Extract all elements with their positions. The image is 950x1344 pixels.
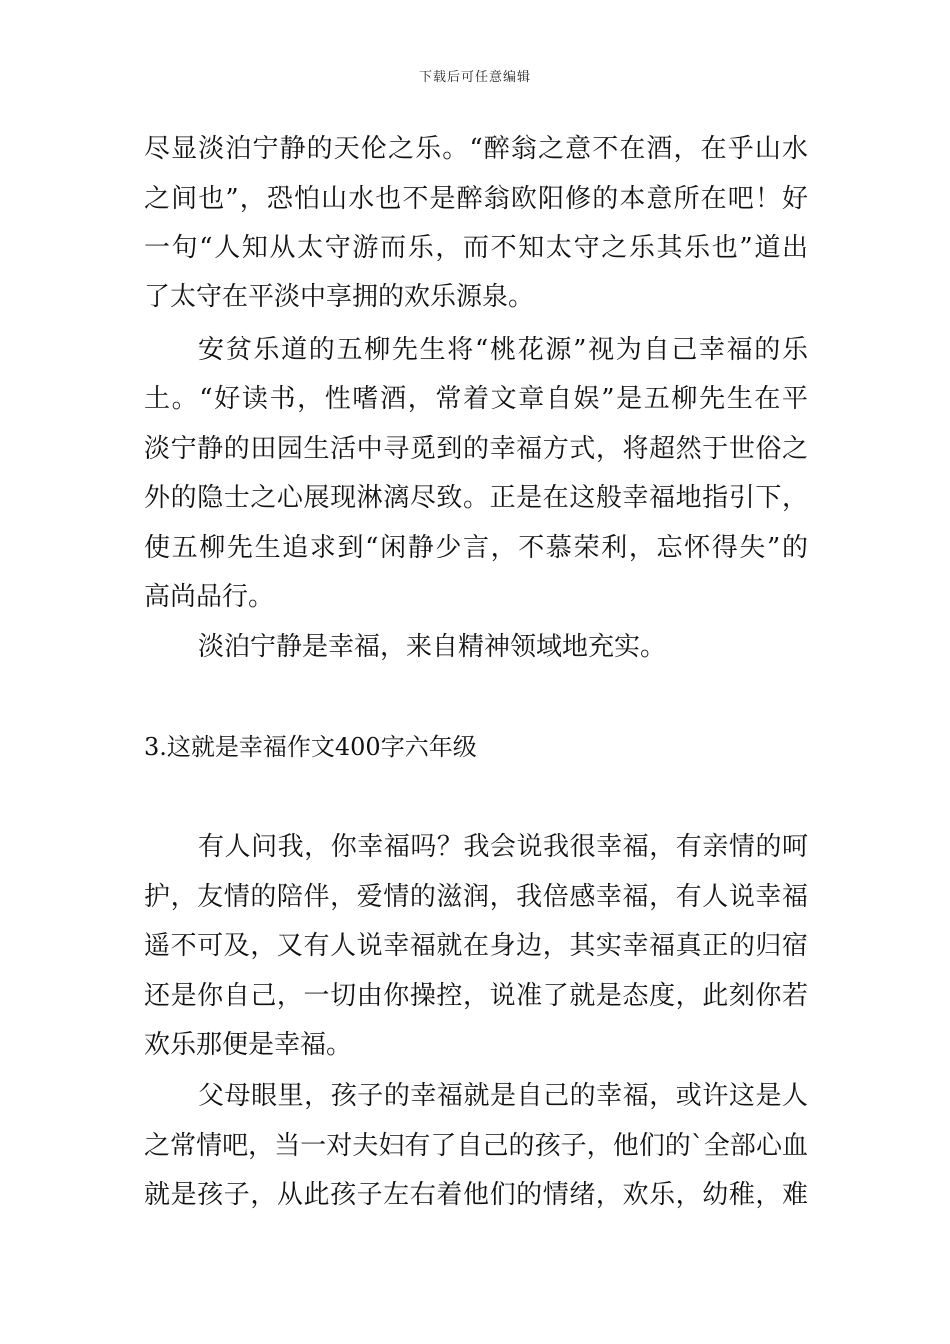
paragraph-line: 淡宁静的田园生活中寻觅到的幸福方式，将超然于世俗之 <box>144 434 808 464</box>
paragraph-line: 尽显淡泊宁静的天伦之乐。“醉翁之意不在酒，在乎山水 <box>144 134 808 164</box>
paragraph-line: 护，友情的陪伴，爱情的滋润，我倍感幸福，有人说幸福 <box>144 882 808 912</box>
paragraph-line: 之间也”，恐怕山水也不是醉翁欧阳修的本意所在吧！好 <box>144 184 808 214</box>
paragraph-line: 淡泊宁静是幸福，来自精神领域地充实。 <box>198 632 667 662</box>
paragraph-line: 一句“人知从太守游而乐，而不知太守之乐其乐也”道出 <box>144 233 808 263</box>
paragraph-line: 土。“好读书，性嗜酒，常着文章自娱”是五柳先生在平 <box>144 384 808 414</box>
paragraph-line: 之常情吧，当一对夫妇有了自己的孩子，他们的`全部心血 <box>144 1131 808 1161</box>
paragraph-line: 有人问我，你幸福吗？我会说我很幸福，有亲情的呵 <box>198 832 808 862</box>
paragraph-line: 父母眼里，孩子的幸福就是自己的幸福，或许这是人 <box>198 1081 808 1111</box>
paragraph-line: 遥不可及，又有人说幸福就在身边，其实幸福真正的归宿 <box>144 931 808 961</box>
paragraph-line: 安贫乐道的五柳先生将“桃花源”视为自己幸福的乐 <box>198 335 808 365</box>
paragraph-line: 高尚品行。 <box>144 582 275 612</box>
paragraph-line: 了太守在平淡中享拥的欢乐源泉。 <box>144 282 535 312</box>
paragraph-line: 就是孩子，从此孩子左右着他们的情绪，欢乐，幼稚，难 <box>144 1180 808 1210</box>
paragraph-line: 欢乐那便是幸福。 <box>144 1030 353 1060</box>
page-header: 下载后可任意编辑 <box>418 70 531 85</box>
paragraph-line: 外的隐士之心展现淋漓尽致。正是在这般幸福地指引下， <box>144 483 808 513</box>
paragraph-line: 还是你自己，一切由你操控，说准了就是态度，此刻你若 <box>144 981 808 1011</box>
paragraph-line: 使五柳先生追求到“闲静少言，不慕荣利，忘怀得失”的 <box>144 533 808 563</box>
section-heading: 3.这就是幸福作文400字六年级 <box>144 733 477 761</box>
